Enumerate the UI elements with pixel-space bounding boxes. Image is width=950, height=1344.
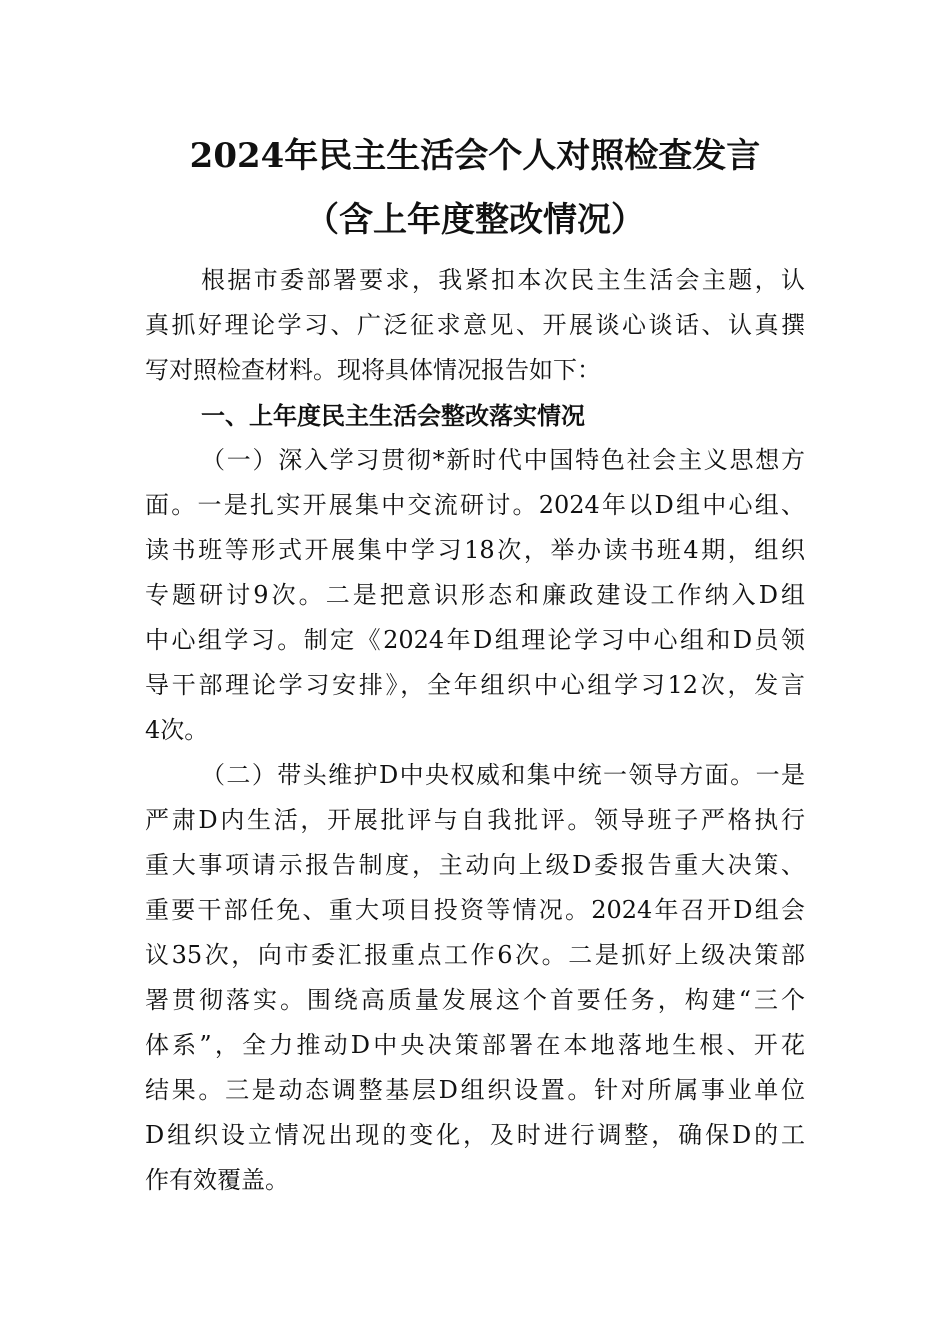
document-title: 2024年民主生活会个人对照检查发言 xyxy=(189,136,761,176)
text-line: 作有效覆盖。 xyxy=(145,1166,289,1194)
text-line: 重要干部任免、重大项目投资等情况。2024年召开D组会 xyxy=(145,896,805,924)
text-line: 真抓好理论学习、广泛征求意见、开展谈心谈话、认真撰 xyxy=(145,311,805,339)
text-line: 根据市委部署要求，我紧扣本次民主生活会主题，认 xyxy=(201,266,805,294)
text-line: 中心组学习。制定《2024年D组理论学习中心组和D员领 xyxy=(145,626,805,654)
text-line: D组织设立情况出现的变化，及时进行调整，确保D的工 xyxy=(145,1121,805,1149)
section-heading xyxy=(145,393,805,438)
text-line: 导干部理论学习安排》，全年组织中心组学习12次，发言 xyxy=(145,671,805,699)
text-line: 4次。 xyxy=(145,716,209,744)
text-line: （一）深入学习贯彻*新时代中国特色社会主义思想方 xyxy=(201,446,805,474)
text-line: 严肃D内生活，开展批评与自我批评。领导班子严格执行 xyxy=(145,806,805,834)
text-line: 重大事项请示报告制度，主动向上级D委报告重大决策、 xyxy=(145,851,805,879)
paragraph xyxy=(145,753,805,1203)
text-line: 专题研讨9次。二是把意识形态和廉政建设工作纳入D组 xyxy=(145,581,805,609)
text-line: 读书班等形式开展集中学习18次，举办读书班4期，组织 xyxy=(145,536,805,564)
document-body xyxy=(145,258,805,1203)
text-line: 一、上年度民主生活会整改落实情况 xyxy=(201,401,585,430)
text-line: 面。一是扎实开展集中交流研讨。2024年以D组中心组、 xyxy=(145,491,805,519)
text-line: 议35次，向市委汇报重点工作6次。二是抓好上级决策部 xyxy=(145,941,805,969)
paragraph xyxy=(145,438,805,753)
text-line: 体系”，全力推动D中央决策部署在本地落地生根、开花 xyxy=(145,1031,805,1059)
text-line: 署贯彻落实。围绕高质量发展这个首要任务，构建“三个 xyxy=(145,986,805,1014)
document-subtitle: （含上年度整改情况） xyxy=(305,200,645,240)
text-line: （二）带头维护D中央权威和集中统一领导方面。一是 xyxy=(201,761,805,789)
text-line: 写对照检查材料。现将具体情况报告如下： xyxy=(145,356,601,384)
text-line: 结果。三是动态调整基层D组织设置。针对所属事业单位 xyxy=(145,1076,805,1104)
paragraph xyxy=(145,258,805,393)
